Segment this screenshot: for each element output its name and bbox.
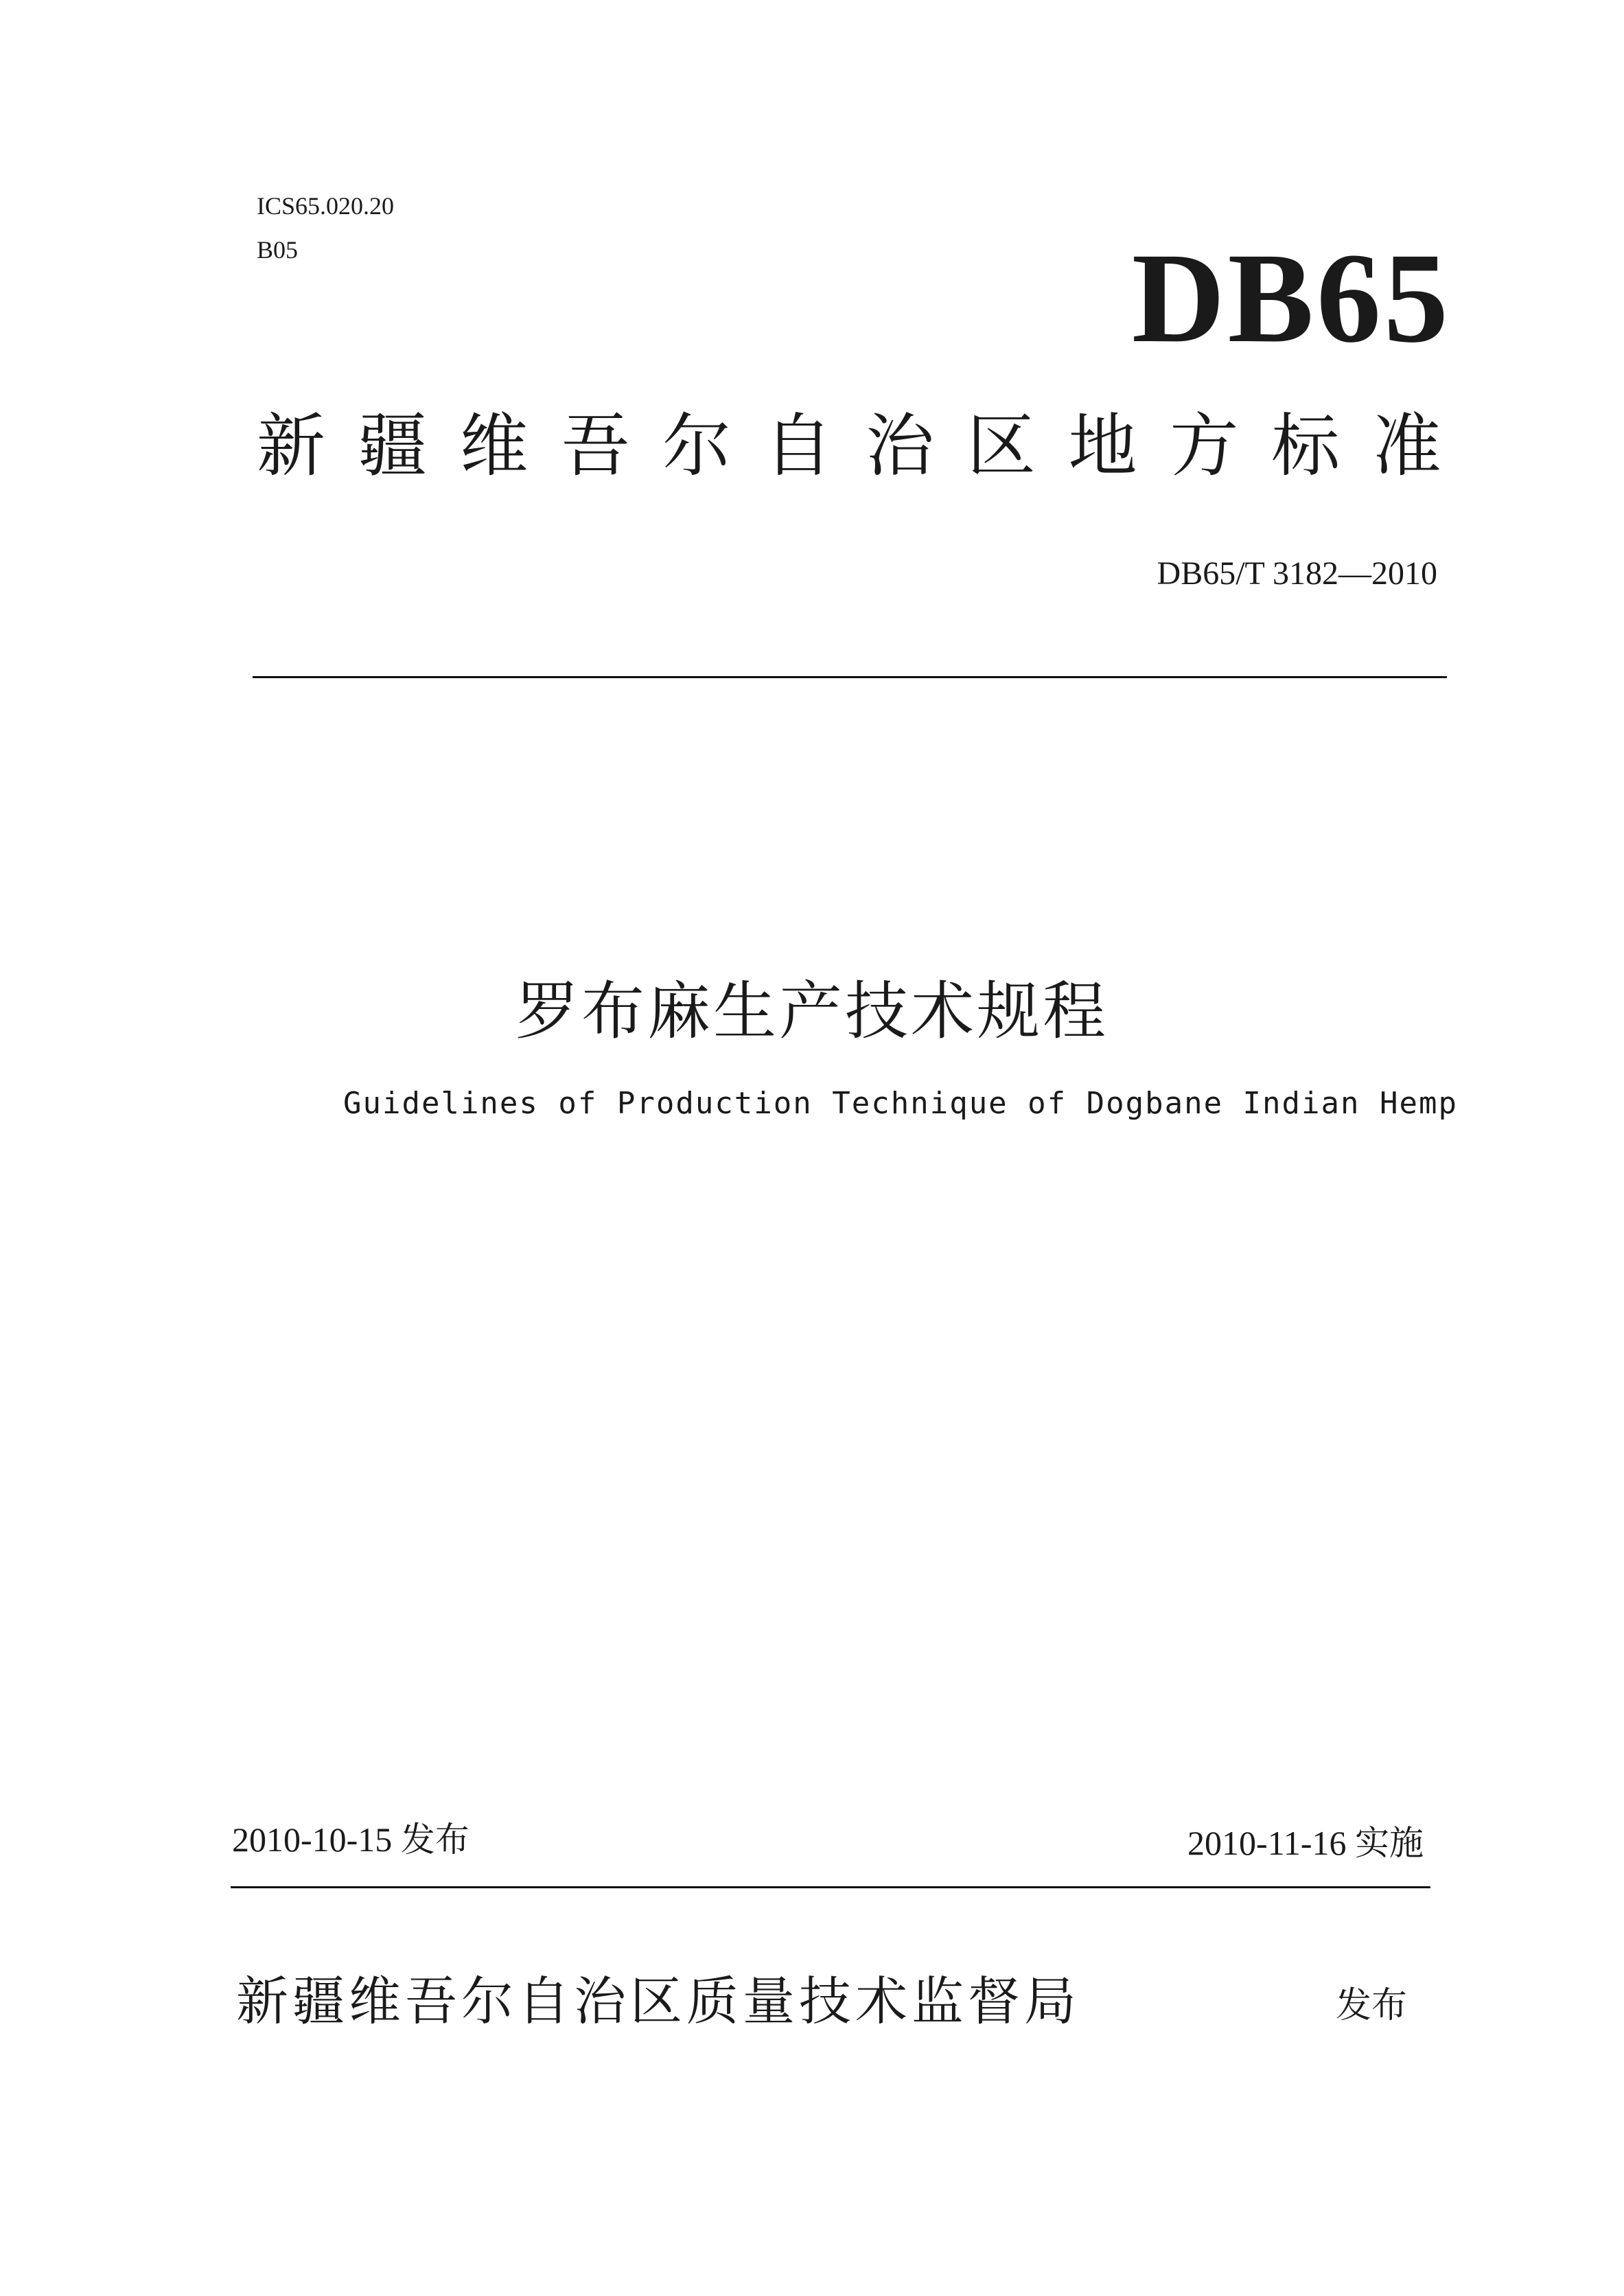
- publish-date: 2010-10-15 发布: [232, 1820, 469, 1859]
- ics-code: ICS65.020.20: [257, 192, 395, 220]
- header-divider: [253, 676, 1447, 678]
- footer-divider: [231, 1886, 1430, 1888]
- standard-logo: DB65: [1131, 226, 1451, 369]
- issuing-authority-suffix: 发布: [1336, 1985, 1408, 2026]
- document-title-english: Guidelines of Production Technique of Dogbane Indian Hemp: [343, 1086, 1458, 1121]
- document-title-chinese: 罗布麻生产技术规程: [515, 975, 1109, 1048]
- standard-number: DB65/T 3182—2010: [1157, 555, 1437, 592]
- standard-type-heading: 新疆维吾尔自治区地方标准: [257, 406, 1448, 486]
- effective-date: 2010-11-16 实施: [1187, 1824, 1424, 1862]
- issuing-authority: 新疆维吾尔自治区质量技术监督局: [236, 1971, 1080, 2032]
- ccs-code: B05: [257, 236, 299, 264]
